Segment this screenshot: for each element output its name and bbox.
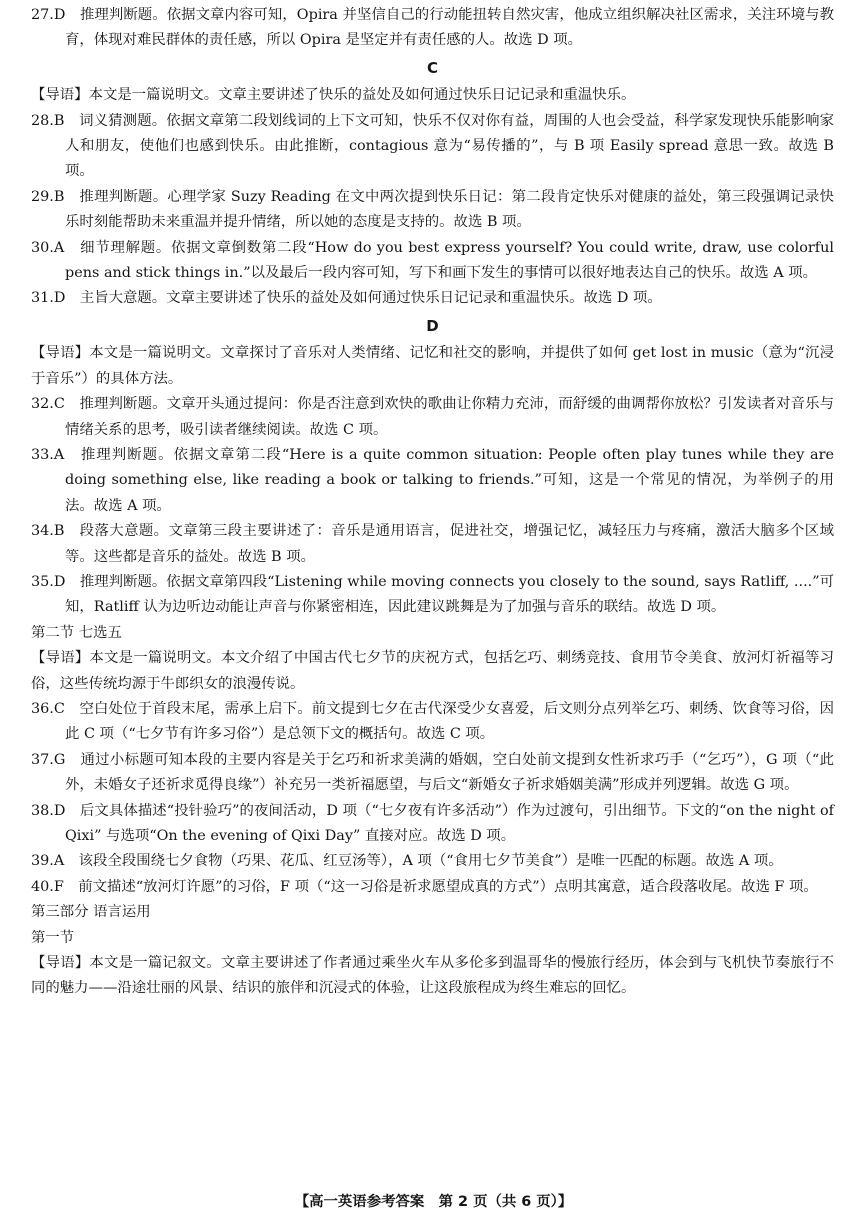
intro-d: 【导语】本文是一篇说明文。文章探讨了音乐对人类情绪、记忆和社交的影响，并提供了如何 get lost in music（意为“沉浸于音乐”）的具体方法。 xyxy=(31,345,834,387)
answer-33: 33.A 推理判断题。依据文章第二段“Here is a quite common situation: People often play tunes while they are doing something else, like reading a book or talking to friends.”可知，这是一个常见的情况，为举例子的用法。故选 A 项。 xyxy=(31,446,834,514)
part-3-heading: 第三部分 语言运用 xyxy=(31,904,151,921)
answer-content xyxy=(31,3,834,1002)
section-1-heading: 第一节 xyxy=(31,929,75,946)
section-2-heading: 第二节 七选五 xyxy=(31,624,122,641)
intro-c: 【导语】本文是一篇说明文。文章主要讲述了快乐的益处及如何通过快乐日记记录和重温快乐。 xyxy=(31,87,636,104)
answer-40: 40.F 前文描述“放河灯许愿”的习俗，F 项（“这一习俗是祈求愿望成真的方式”）点明其寓意，适合段落收尾。故选 F 项。 xyxy=(31,878,818,895)
answer-29: 29.B 推理判断题。心理学家 Suzy Reading 在文中两次提到快乐日记：第二段肯定快乐对健康的益处，第三段强调记录快乐时刻能帮助未来重温并提升情绪，所以她的态度是支持的。故选 B 项。 xyxy=(31,188,834,231)
answer-28: 28.B 词义猜测题。依据文章第二段划线词的上下文可知，快乐不仅对你有益，周围的人也会受益，科学家发现快乐能影响家人和朋友，使他们也感到快乐。由此推断，contagious 意为“易传播的”，与 B 项 Easily spread 意思一致。故选 B 项。 xyxy=(31,112,834,180)
answer-34: 34.B 段落大意题。文章第三段主要讲述了：音乐是通用语言，促进社交，增强记忆，减轻压力与疼痛，激活大脑多个区域等。这些都是音乐的益处。故选 B 项。 xyxy=(31,523,834,565)
answer-38: 38.D 后文具体描述“投针验巧”的夜间活动，D 项（“七夕夜有许多活动”）作为过渡句，引出细节。下文的“on the night of Qixi” 与选项“On the evening of Qixi Day” 直接对应。故选 D 项。 xyxy=(31,802,834,844)
answer-30: 30.A 细节理解题。依据文章倒数第二段“How do you best express yourself? You could write, draw, use colorful pens and stick things in.”以及最后一段内容可知，写下和画下发生的事情可以很好地表达自己的快乐。故选 A 项。 xyxy=(31,239,834,282)
answer-37: 37.G 通过小标题可知本段的主要内容是关于乞巧和祈求美满的婚姻，空白处前文提到女性祈求巧手（“乞巧”），G 项（“此外，未婚女子还祈求觅得良缘”）补充另一类祈福愿望，与后文“新婚女子祈求婚姻美满”形成并列逻辑。故选 G 项。 xyxy=(31,751,834,794)
answer-32: 32.C 推理判断题。文章开头通过提问：你是否注意到欢快的歌曲让你精力充沛，而舒缓的曲调帮你放松？引发读者对音乐与情绪关系的思考，吸引读者继续阅读。故选 C 项。 xyxy=(31,396,834,438)
answer-27: 27.D 推理判断题。依据文章内容可知，Opira 并坚信自己的行动能扭转自然灾害，他成立组织解决社区需求，关注环境与教育，体现对难民群体的责任感，所以 Opira 是坚定并有责任感的人。故选 D 项。 xyxy=(31,7,834,49)
answer-35: 35.D 推理判断题。依据文章第四段“Listening while moving connects you closely to the sound, says Ratliff, ....”可知，Ratliff 认为边听边动能让声音与你紧密相连，因此建议跳舞是为了加强与音乐的联结。故选 D 项。 xyxy=(31,573,834,616)
section-d-heading: D xyxy=(426,316,439,335)
intro-7-of-5: 【导语】本文是一篇说明文。本文介绍了中国古代七夕节的庆祝方式，包括乞巧、刺绣竞技、食用节令美食、放河灯祈福等习俗，这些传统均源于牛郎织女的浪漫传说。 xyxy=(31,650,834,692)
answer-31: 31.D 主旨大意题。文章主要讲述了快乐的益处及如何通过快乐日记记录和重温快乐。故选 D 项。 xyxy=(31,290,662,307)
page-footer: 【高一英语参考答案 第 2 页（共 6 页）】 xyxy=(294,1194,573,1210)
intro-language-use: 【导语】本文是一篇记叙文。文章主要讲述了作者通过乘坐火车从多伦多到温哥华的慢旅行经历，体会到与飞机快节奏旅行不同的魅力——沿途壮丽的风景、结识的旅伴和沉浸式的体验，让这段旅程成为终生难忘的回忆。 xyxy=(31,955,834,997)
answer-36: 36.C 空白处位于首段末尾，需承上启下。前文提到七夕在古代深受少女喜爱，后文则分点列举乞巧、刺绣、饮食等习俗，因此 C 项（“七夕节有许多习俗”）是总领下文的概括句。故选 C 项。 xyxy=(31,700,834,743)
section-c-heading: C xyxy=(426,58,438,77)
answer-39: 39.A 该段全段围绕七夕食物（巧果、花瓜、红豆汤等），A 项（“食用七夕节美食”）是唯一匹配的标题。故选 A 项。 xyxy=(31,853,783,870)
